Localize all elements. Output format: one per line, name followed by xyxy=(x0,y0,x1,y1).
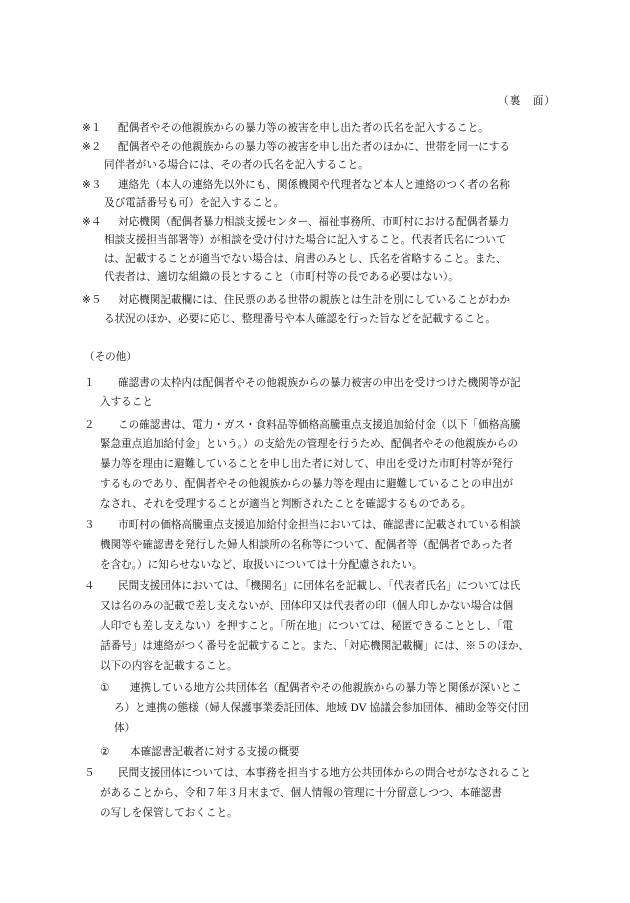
item-number: １ xyxy=(84,377,95,389)
item-number: ５ xyxy=(84,767,95,779)
item-line: なされ、それを受理することが適当と判断されたことを確認するものである。 xyxy=(100,498,472,510)
item-line: があることから、令和７年３月末まで、個人情報の管理に十分留意しつつ、本確認書 xyxy=(100,787,502,799)
item-line: 人印でも差し支えない）を押すこと。「所在地」については、秘匿できることとし、「電 xyxy=(100,620,513,632)
note-line: 相談支援担当部署等）が相談を受け付けた場合に記入すること。代表者氏名について xyxy=(104,234,507,246)
note-line: は、記載することが適当でない場合は、肩書のみとし、氏名を省略すること。また、 xyxy=(104,253,507,265)
item-line: 入すること xyxy=(100,396,153,408)
item-number: ４ xyxy=(84,580,95,592)
note-line: 及び電話番号も可）を記入すること。 xyxy=(104,197,285,209)
item-line: するものであり、配偶者やその他親族からの暴力等を理由に避難していることの申出が xyxy=(100,478,514,490)
other-heading: （その他） xyxy=(84,351,137,363)
item-line: 話番号」は連絡がつく番号を記載すること。また、「対応機関記載欄」には、※５のほか、 xyxy=(100,640,530,652)
item-line: 以下の内容を記載すること。 xyxy=(100,660,238,672)
item-line: 民間支援団体においては、「機関名」に団体名を記載し、「代表者氏名」については氏 xyxy=(118,580,521,592)
item-line: 市町村の価格高騰重点支援追加給付金担当においては、確認書に記載されている相談 xyxy=(118,519,521,531)
note-line: 同伴者がいる場合には、その者の氏名を記入すること。 xyxy=(104,159,369,171)
item-line: 又は名のみの記載で差し支えないが、団体印又は代表者の印（個人印しかない場合は個 xyxy=(100,600,514,612)
item-line: 暴力等を理由に避難していることを申し出た者に対して、申出を受けた市町村等が発行 xyxy=(100,458,513,470)
note-line: る状況のほか、必要に応じ、整理番号や本人確認を行った旨などを記載すること。 xyxy=(104,313,496,325)
note-line: 対応機関（配偶者暴力相談支援センター、福祉事務所、市町村における配偶者暴力 xyxy=(118,216,510,228)
note-marker: ※１ xyxy=(82,122,102,134)
subitem-line: 体） xyxy=(114,722,136,734)
note-line: 代表者は、適切な組織の長とすること（市町村等の長である必要はない）。 xyxy=(104,271,459,283)
note-marker: ※５ xyxy=(82,294,102,306)
item-line: この確認書は、電力・ガス・食料品等価格高騰重点支援追加給付金（以下「価格高騰 xyxy=(118,419,521,431)
subitem-line: 連携している地方公共団体名（配偶者やその他親族からの暴力等と関係が深いとこ xyxy=(130,682,522,694)
note-marker: ※２ xyxy=(82,141,102,153)
note-line: 配偶者やその他親族からの暴力等の被害を申し出た者の氏名を記入すること。 xyxy=(118,122,489,134)
page-side-label: （裏 面） xyxy=(498,95,556,107)
item-line: の写しを保管しておくこと。 xyxy=(100,807,238,819)
item-line: 緊急重点追加給付金」という。）の支給先の管理を行うため、配偶者やその他親族からの xyxy=(100,438,519,450)
note-line: 対応機関記載欄には、住民票のある世帯の親族とは生計を別にしていることがわか xyxy=(118,294,510,306)
note-line: 連絡先（本人の連絡先以外にも、関係機関や代理者など本人と連絡のつく者の名称 xyxy=(118,179,510,191)
note-marker: ※４ xyxy=(82,216,102,228)
item-number: ３ xyxy=(84,519,95,531)
subitem-line: 本確認書記載者に対する支援の概要 xyxy=(130,746,300,758)
note-marker: ※３ xyxy=(82,179,102,191)
item-number: ２ xyxy=(84,419,95,431)
subitem-line: ろ）と連携の態様（婦人保護事業委託団体、地域 DV 協議会参加団体、補助金等交付団 xyxy=(114,702,529,714)
item-line: 民間支援団体については、本事務を担当する地方公共団体からの問合せがなされること xyxy=(118,767,531,779)
item-line: を含む。）に知らせないなど、取扱いについては十分配慮されたい。 xyxy=(100,559,423,571)
note-line: 配偶者やその他親族からの暴力等の被害を申し出た者のほかに、世帯を同一にする xyxy=(118,141,510,153)
item-line: 確認書の太枠内は配偶者やその他親族からの暴力被害の申出を受けつけた機関等が記 xyxy=(118,377,521,389)
subitem-number: ② xyxy=(100,746,110,758)
item-line: 機関等や確認書を発行した婦人相談所の名称等について、配偶者等（配偶者であった者 xyxy=(100,539,513,551)
subitem-number: ① xyxy=(100,682,110,694)
